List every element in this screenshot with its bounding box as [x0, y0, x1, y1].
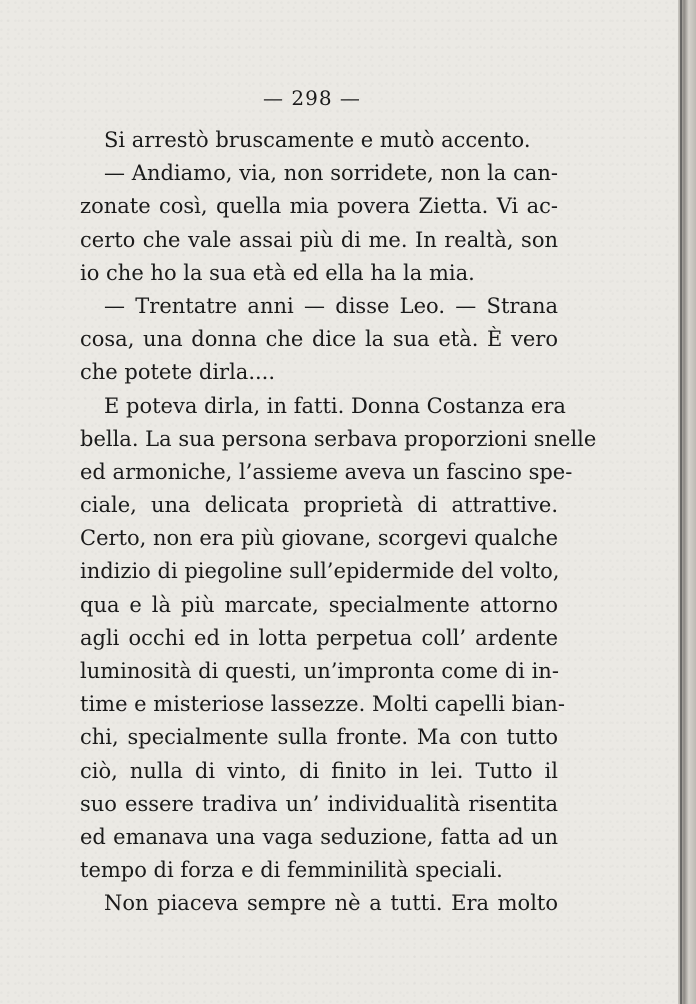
text-line: Si arrestò bruscamente e mutò accento. [104, 128, 531, 152]
text-line: bella. La sua persona serbava proporzioni snelle [80, 426, 597, 451]
text-line: tempo di forza e di femminilità speciali. [80, 858, 503, 883]
binding-shadow [680, 0, 682, 1004]
text-line: Non piaceva sempre nè a tutti. Era molto [104, 891, 558, 916]
text-line: luminosità di questi, un’impronta come di in- [80, 659, 559, 683]
text-line: cosa, una donna che dice la sua età. È vero [80, 327, 558, 352]
text-line: chi, specialmente sulla fronte. Ma con tutto [80, 725, 558, 750]
text-line: qua e là più marcate, specialmente attorno [80, 592, 558, 617]
text-line: ed armoniche, l’assieme aveva un fascino spe- [80, 459, 573, 484]
text-line: suo essere tradiva un’ individualità risentita [80, 791, 558, 816]
text-line: ciale, una delicata proprietà di attrattive. [80, 493, 558, 518]
text-line: indizio di piegoline sull’epidermide del volto, [80, 559, 560, 584]
text-line: ciò, nulla di vinto, di finito in lei. Tutto il [80, 758, 558, 783]
text-line: io che ho la sua età ed ella ha la mia. [80, 260, 475, 285]
text-line: Certo, non era più giovane, scorgevi qualche [80, 526, 559, 551]
text-line: certo che vale assai più di me. In realtà, son [80, 227, 558, 252]
text-line: — Trentatre anni — disse Leo. — Strana [104, 293, 558, 318]
text-line: time e misteriose lassezze. Molti capelli bian- [80, 692, 565, 717]
text-line: E poteva dirla, in fatti. Donna Costanza era [104, 393, 566, 418]
text-line: ed emanava una vaga seduzione, fatta ad un [80, 824, 558, 849]
body-text [80, 124, 597, 921]
page-number: — 298 — [263, 86, 361, 110]
text-line: che potete dirla.... [80, 360, 276, 385]
text-line: — Andiamo, via, non sorridete, non la can- [104, 161, 558, 186]
text-line: zonate così, quella mia povera Zietta. Vi ac- [80, 194, 558, 219]
text-line: agli occhi ed in lotta perpetua coll’ ardente [80, 625, 558, 650]
